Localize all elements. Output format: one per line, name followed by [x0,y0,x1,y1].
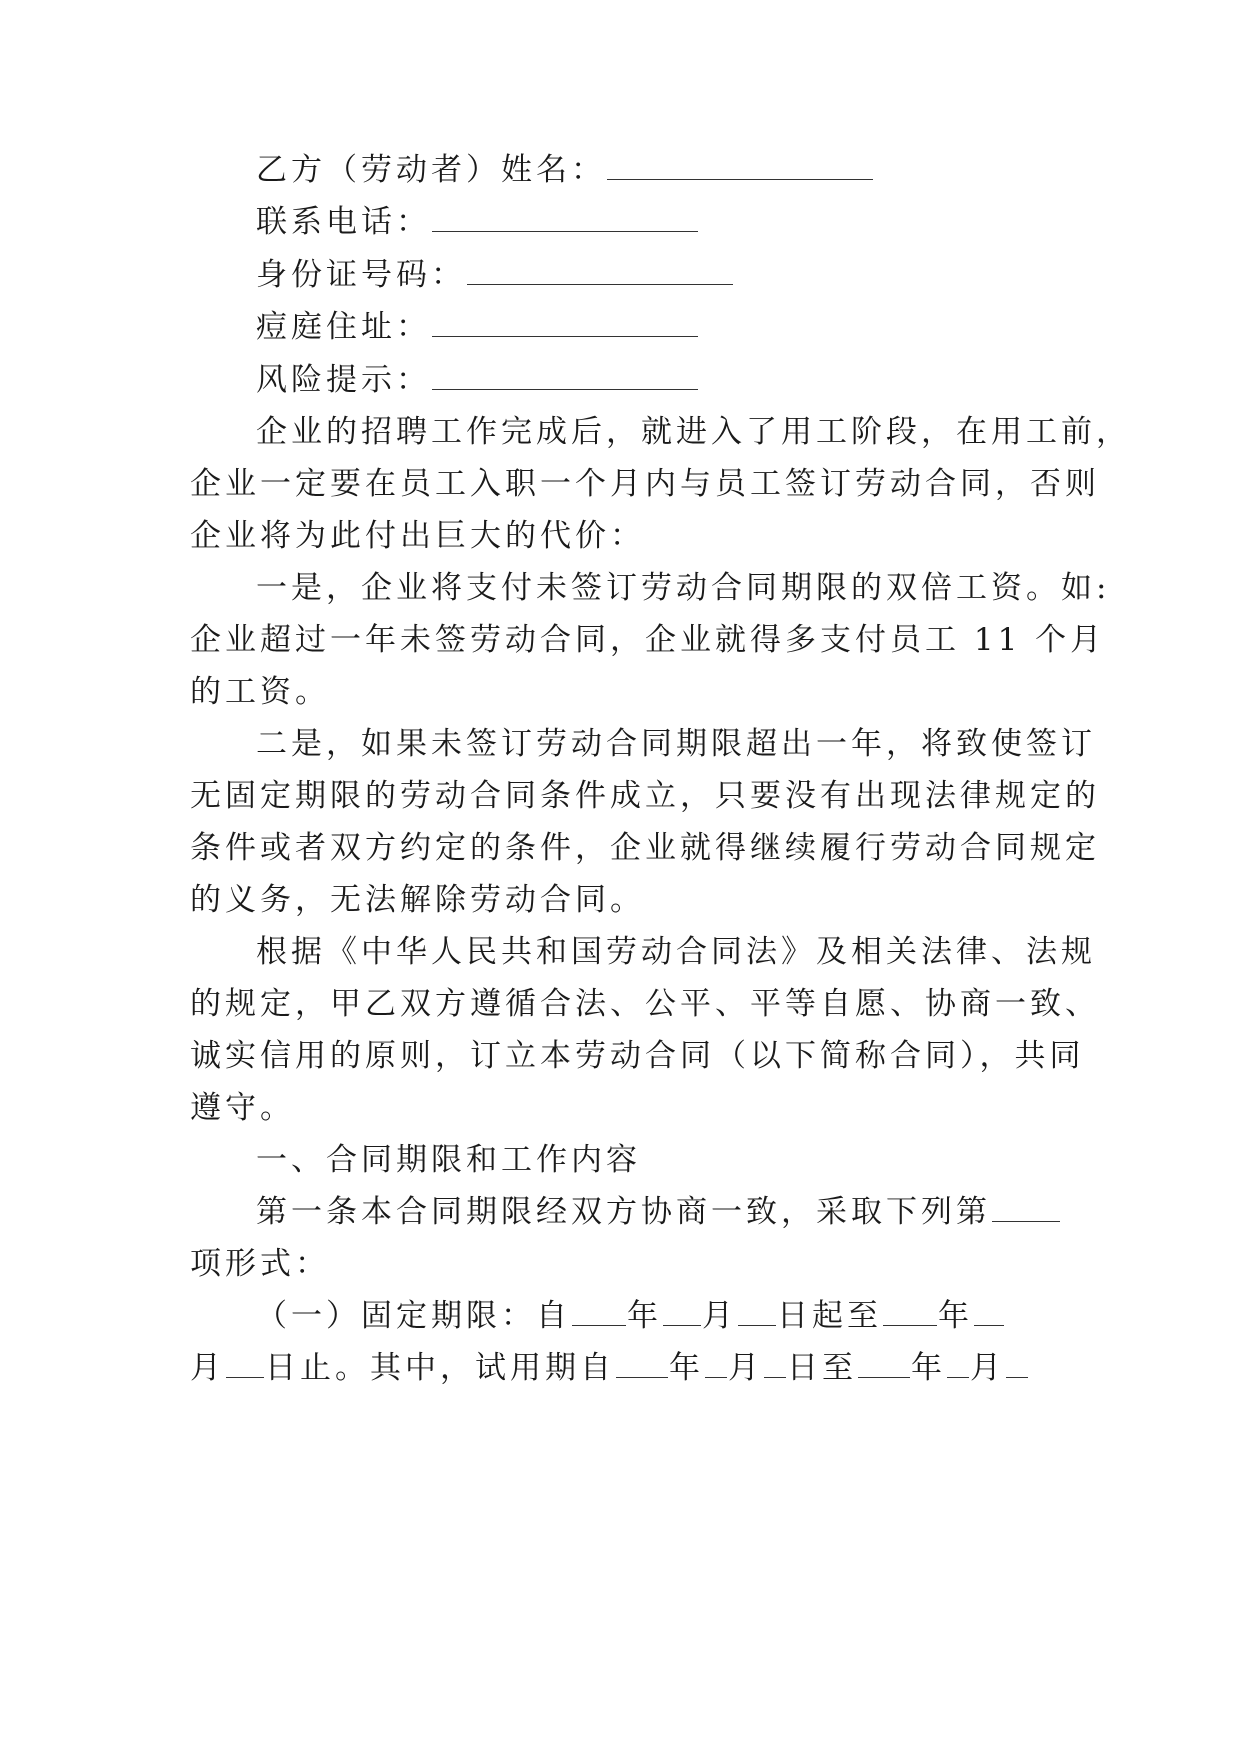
year-text-2: 年 [938,1298,973,1334]
point2-line-3: 条件或者双方约定的条件，企业就得继续履行劳动合同规定 [190,830,1100,866]
end-year-blank [883,1303,937,1326]
name-label: 乙方（劳动者）姓名： [256,152,606,188]
fixed-term-line-1 [256,1296,1058,1336]
point2-line-2: 无固定期限的劳动合同条件成立，只要没有出现法律规定的 [190,778,1100,814]
basis-line-1: 根据《中华人民共和国劳动合同法》及相关法律、法规 [256,934,1096,970]
probation-start-year-blank [616,1355,668,1378]
point1-line-2: 企业超过一年未签劳动合同，企业就得多支付员工 11 个月 [190,622,1106,658]
name-field-row [256,150,1058,190]
name-blank [607,157,873,180]
fixed-term-line-2 [190,1348,1058,1388]
month-text-4: 月 [970,1350,1005,1386]
start-month-blank [663,1303,701,1326]
id-blank [467,262,733,285]
probation-text: 日止。其中，试用期自 [265,1350,615,1386]
intro-line-2: 企业一定要在员工入职一个月内与员工签订劳动合同，否则 [190,466,1100,502]
phone-field-row [256,202,1058,242]
document-page [190,0,1131,1754]
start-year-blank [572,1303,626,1326]
risk-blank [432,367,698,390]
month-text-3: 月 [728,1350,763,1386]
probation-end-year-blank [858,1355,910,1378]
month-text-2: 月 [190,1350,225,1386]
id-label: 身份证号码： [256,257,466,293]
risk-label: 风险提示： [256,362,431,398]
intro-line-1: 企业的招聘工作完成后，就进入了用工阶段，在用工前， [256,414,1131,450]
article1-text: 第一条本合同期限经双方协商一致，采取下列第 [256,1194,991,1230]
basis-line-4: 遵守。 [190,1090,295,1126]
month-text: 月 [702,1298,737,1334]
start-day-blank [738,1303,776,1326]
phone-blank [432,209,698,232]
day-from-to-text: 日起至 [777,1298,882,1334]
day-to-text: 日至 [787,1350,857,1386]
address-field-row [256,307,1058,347]
basis-line-3: 诚实信用的原则，订立本劳动合同（以下简称合同），共同 [190,1038,1085,1074]
end-month-blank [974,1303,1004,1326]
end-day-blank [226,1355,264,1378]
point1-line-3: 的工资。 [190,674,330,710]
risk-field-row [256,360,1058,400]
probation-start-day-blank [764,1355,786,1378]
point2-line-1: 二是，如果未签订劳动合同期限超出一年，将致使签订 [256,726,1096,762]
address-blank [432,314,698,337]
probation-start-month-blank [705,1355,727,1378]
year-text-4: 年 [911,1350,946,1386]
year-text-3: 年 [669,1350,704,1386]
probation-end-day-blank [1006,1355,1028,1378]
id-field-row [256,255,1058,295]
section-heading: 一、合同期限和工作内容 [256,1142,641,1178]
phone-label: 联系电话： [256,204,431,240]
fixed-term-label: （一）固定期限：自 [256,1298,571,1334]
year-text: 年 [627,1298,662,1334]
point1-line-1: 一是，企业将支付未签订劳动合同期限的双倍工资。如: [256,570,1111,606]
article1-line-2: 项形式： [190,1246,330,1282]
intro-line-3: 企业将为此付出巨大的代价： [190,518,645,554]
address-label: 痘庭住址： [256,309,431,345]
point2-line-4: 的义务，无法解除劳动合同。 [190,882,645,918]
option-number-blank [992,1199,1060,1222]
article1-line-1 [256,1192,1058,1232]
basis-line-2: 的规定，甲乙双方遵循合法、公平、平等自愿、协商一致、 [190,986,1100,1022]
probation-end-month-blank [947,1355,969,1378]
